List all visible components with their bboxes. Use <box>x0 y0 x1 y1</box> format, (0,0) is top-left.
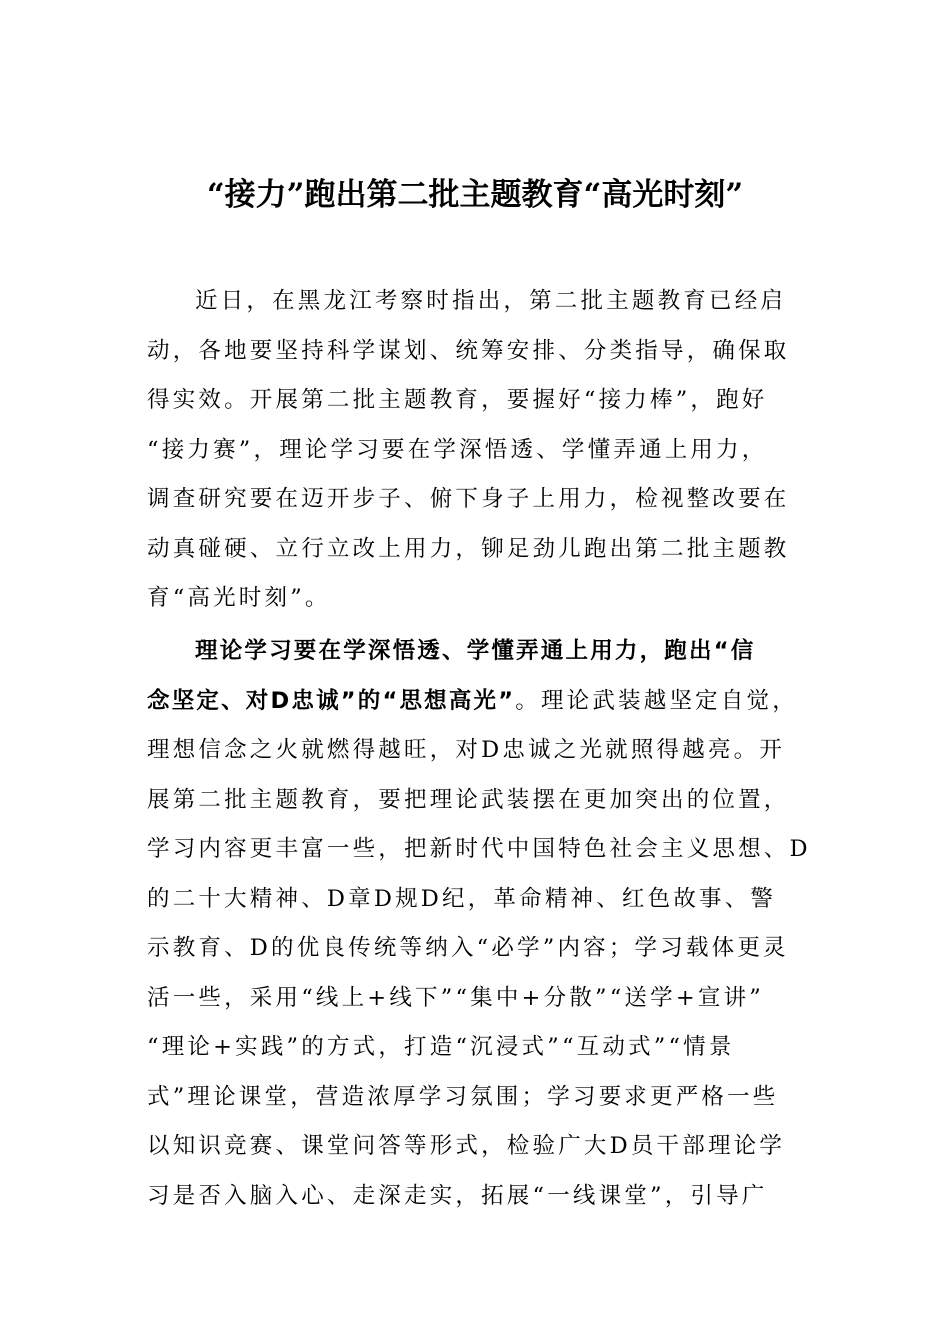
paragraph-line: 展第二批主题教育，要把理论武装摆在更加突出的位置， <box>147 786 790 813</box>
paragraph-text: 。理论武装越坚定自觉， <box>515 687 798 714</box>
paragraph-line: 得实效。开展第二批主题教育，要握好“接力棒”，跑好 <box>147 387 768 413</box>
paragraph-1 <box>147 277 817 624</box>
paragraph-line: 动，各地要坚持科学谋划、统筹安排、分类指导，确保取 <box>147 337 790 364</box>
paragraph-line: 习是否入脑入心、走深走实，拓展“一线课堂”，引导广 <box>147 1182 768 1209</box>
paragraph-line: 动真碰硬、立行立改上用力，铆足劲儿跑出第二批主题教 <box>147 535 790 562</box>
paragraph-line: “接力赛”，理论学习要在学深悟透、学懂弄通上用力， <box>147 436 768 463</box>
paragraph-line: 育“高光时刻”。 <box>147 585 331 611</box>
paragraph-line: 近日，在黑龙江考察时指出，第二批主题教育已经启 <box>195 288 787 314</box>
paragraph-line: 调查研究要在迈开步子、俯下身子上用力，检视整改要在 <box>147 486 790 512</box>
paragraph-line: “理论+实践”的方式，打造“沉浸式”“互动式”“情景 <box>147 1034 735 1060</box>
paragraph-line: 示教育、D的优良传统等纳入“必学”内容；学习载体更灵 <box>147 935 789 961</box>
paragraph-line: 式”理论课堂，营造浓厚学习氛围；学习要求更严格一些 <box>147 1083 779 1110</box>
paragraph-2 <box>147 627 817 1221</box>
lead-sentence: 理论学习要在学深悟透、学懂弄通上用力，跑出“信 <box>195 638 756 664</box>
paragraph-line: 的二十大精神、D章D规D纪，革命精神、红色故事、警 <box>147 885 777 912</box>
paragraph-line <box>147 677 817 727</box>
paragraph-line <box>147 627 817 677</box>
paragraph-line: 学习内容更丰富一些，把新时代中国特色社会主义思想、D <box>147 836 811 862</box>
lead-sentence: 念坚定、对D忠诚”的“思想高光” <box>147 687 516 714</box>
paragraph-line: 理想信念之火就燃得越旺，对D忠诚之光就照得越亮。开 <box>147 737 786 763</box>
paragraph-line: 活一些，采用“线上+线下”“集中+分散”“送学+宣讲” <box>147 984 764 1011</box>
document-title: “接力”跑出第二批主题教育“高光时刻” <box>206 177 744 213</box>
paragraph-line: 以知识竞赛、课堂问答等形式，检验广大D员干部理论学 <box>147 1133 786 1159</box>
